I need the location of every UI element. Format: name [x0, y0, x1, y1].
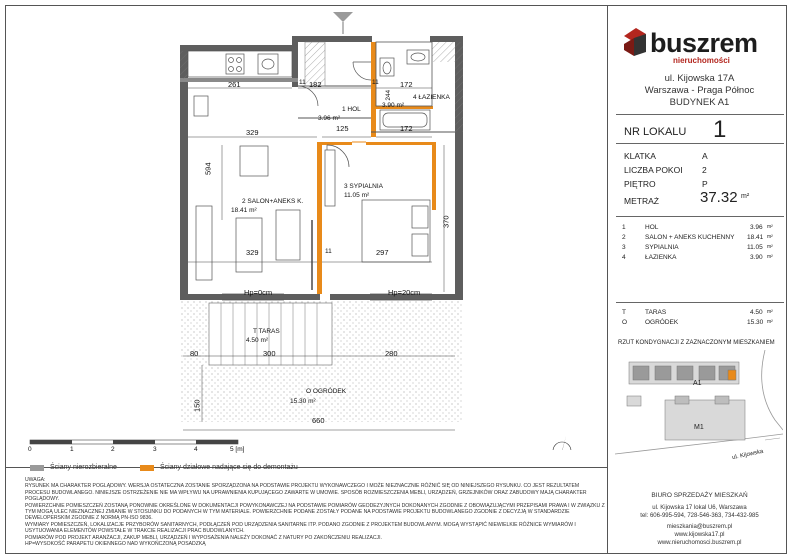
legend-removable-label: Ściany działowe nadające się do demontażu: [160, 464, 298, 471]
dim-11c: 11: [325, 248, 332, 255]
pietro-value: P: [702, 179, 708, 189]
contact-web2[interactable]: www.nieruchomosci.buszrem.pl: [657, 540, 742, 546]
dim-172b: 172: [400, 124, 413, 133]
room-area: 3.96: [750, 224, 763, 231]
nr-lokalu-label: NR LOKALU: [624, 126, 687, 138]
frame-bottom: [5, 553, 787, 554]
dim-370: 370: [441, 215, 451, 229]
brand-sub: nieruchomości: [673, 56, 730, 65]
hp-sypialnia: Hp=20cm: [388, 288, 421, 297]
room-area: 3.90: [750, 254, 763, 261]
notes-title: UWAGA:: [25, 477, 46, 483]
plan-label-ogrodek: O OGRÓDEK: [306, 388, 347, 395]
divider: [616, 216, 784, 217]
plan-area-lazienka: 3.90 m²: [382, 102, 405, 109]
klatka-label: KLATKA: [624, 151, 656, 161]
dim-182: 182: [309, 80, 322, 89]
brand-name: buszrem: [650, 28, 758, 58]
dim-261: 261: [228, 80, 241, 89]
site-block-label: M1: [694, 424, 704, 431]
scale-bar: [30, 440, 238, 444]
address-line3: BUDYNEK A1: [669, 97, 730, 108]
room-num: 1: [622, 224, 626, 231]
room-unit: m²: [767, 244, 773, 250]
site-plan-map: [615, 350, 783, 466]
room-name: SYPIALNIA: [645, 244, 679, 251]
plan-label-salon: 2 SALON+ANEKS K.: [242, 198, 304, 205]
dim-244: 244: [385, 89, 393, 101]
plan-label-taras: T TARAS: [253, 328, 280, 335]
klatka-value: A: [702, 151, 708, 161]
hp-salon: Hp=0cm: [244, 288, 273, 297]
entrance-marker: [333, 12, 353, 22]
room-unit: m²: [767, 234, 773, 240]
outdoor-unit: m²: [767, 319, 773, 325]
note-item: RYSUNEK MA CHARAKTER POGLĄDOWY. WERSJA OSTATECZNA ZOSTANIE SPORZĄDZONA NA PODSTAWIE PROJEKTU WYKONAWCZEGO I MOŻE NIEZNACZNIE RÓŻNIĆ SIĘ OD NINIEJSZEGO RYSUNKU. CO JEST REZULTATEM PROCESU BUDOWLANEGO. NINIEJSZE OSTRZEŻENIE NIE MA WPŁYWU NA UPRAWNIENIA KUPUJĄCEGO ZAWARTE W UMOWIE. SPOSÓB ROZMIESZCZENIA MEBLI, URZĄDZEŃ, GRZEJNIKÓW ORAZ ZABUDOWY MAJĄ CHARAKTER POGLĄDOWY.: [25, 483, 587, 503]
room-unit: m²: [767, 254, 773, 260]
dim-660: 660: [312, 416, 325, 425]
plan-area-ogrodek: 15.30 m²: [290, 398, 316, 405]
nr-lokalu-value: 1: [713, 116, 727, 143]
pokoje-value: 2: [702, 165, 707, 175]
bed: [362, 200, 430, 262]
note-item: HP=WYSOKOŚĆ PARAPETU OKIENNEGO NAD WYKOŃCZONĄ POSADZKĄ: [25, 541, 206, 548]
room-num: 4: [622, 254, 626, 261]
contact-line1: ul. Kijowska 17 lokal U6, Warszawa: [652, 505, 747, 511]
dim-172a: 172: [400, 80, 413, 89]
plan-area-sypialnia: 11.05 m²: [344, 192, 370, 199]
note-item: WYMIARY POMIESZCZEŃ, LOKALIZACJE PRZYBORÓW SANITARNYCH, PODŁĄCZEŃ POD URZĄDZENIA SANITARNE ITP. PODANO ZGODNIE Z PROJEKTEM BUDOWLANYM. MOGĄ WYSTĄPIĆ NIEWIELKIE RÓŻNICE WYMIARÓW I USYTUOWANIA ELEMENTÓW POWSTAŁE W TRAKCIE REALIZACJI PRAC BUDOWLANYCH.: [25, 521, 576, 535]
legend-removable-swatch: [140, 465, 154, 471]
room-num: 2: [622, 234, 626, 241]
site-building-label: A1: [693, 380, 702, 387]
legend-bearing-swatch: [30, 465, 44, 471]
metraz-value: 37.32: [700, 189, 738, 206]
outdoor-area: 4.50: [750, 309, 763, 316]
plan-label-hol: 1 HOL: [342, 106, 361, 113]
scale-tick-1: 1: [70, 446, 74, 453]
dim-11a: 11: [299, 79, 306, 86]
outdoor-area: 15.30: [747, 319, 764, 326]
room-unit: m²: [767, 224, 773, 230]
room-area: 18.41: [747, 234, 764, 241]
room-name: SALON + ANEKS KUCHENNY: [645, 234, 735, 241]
dim-300: 300: [263, 349, 276, 358]
plan-label-sypialnia: 3 SYPIALNIA: [344, 183, 384, 190]
divider: [616, 114, 784, 115]
outdoor-unit: m²: [767, 309, 773, 315]
scale-tick-2: 2: [111, 446, 115, 453]
outdoor-code: O: [622, 319, 628, 326]
dim-150: 150: [192, 399, 202, 413]
site-plan-title: RZUT KONDYGNACJI Z ZAZNACZONYM MIESZKANIEM: [618, 340, 775, 346]
kitchen-counter: [188, 51, 292, 77]
plan-area-taras: 4.50 m²: [246, 337, 269, 344]
contact-line2: tel: 606-995-594, 728-546-363, 734-432-985: [640, 513, 759, 519]
outdoor-code: T: [622, 309, 626, 316]
dim-280: 280: [385, 349, 398, 358]
address-line2: Warszawa - Praga Północ: [644, 85, 755, 96]
site-street-label: ul. Kijowska: [731, 448, 764, 462]
plan-area-salon: 18.41 m²: [231, 207, 257, 214]
room-name: ŁAZIENKA: [645, 254, 677, 261]
scale-tick-5: 5 [m]: [230, 446, 245, 453]
dim-329a: 329: [246, 128, 259, 137]
contact-web1[interactable]: www.kijowska17.pl: [674, 532, 725, 538]
contact-email[interactable]: mieszkania@buszrem.pl: [666, 524, 733, 530]
address-line1: ul. Kijowska 17A: [664, 73, 735, 84]
room-area: 11.05: [747, 244, 763, 251]
scale-tick-4: 4: [194, 446, 198, 453]
dim-594: 594: [203, 162, 213, 176]
outdoor-name: OGRÓDEK: [645, 319, 679, 326]
divider: [616, 143, 784, 144]
outdoor-name: TARAS: [645, 309, 667, 316]
dim-125: 125: [336, 124, 349, 133]
dim-329b: 329: [246, 248, 259, 257]
room-num: 3: [622, 244, 626, 251]
room-name: HOL: [645, 224, 659, 231]
north-arrow: [553, 436, 571, 450]
dim-11b: 11: [372, 79, 379, 86]
contact-title: BIURO SPRZEDAŻY MIESZKAŃ: [651, 492, 748, 499]
pietro-label: PIĘTRO: [624, 179, 656, 189]
pokoje-label: LICZBA POKOI: [624, 165, 683, 175]
legend-bearing-label: Ściany nierozbieralne: [50, 464, 117, 471]
note-item: POMIARÓW POD PROJEKT ARANŻACJI, ZAKUP MEBLI, URZĄDZEŃ I WYPOSAŻENIA NALEŻY DOKONAĆ Z NATURY PO ZAKOŃCZENIU REALIZACJI.: [25, 534, 382, 541]
plan-area-hol: 3.96 m²: [318, 115, 341, 122]
note-item: POWIERZCHNIE POMIESZCZEŃ ZOSTANĄ PONOWNIE OKREŚLONE W DOKUMENTACJI POWYKONAWCZEJ NA PODSTAWIE POMIARÓW GEODEZYJNYCH DOKONANYCH ZGODNIE Z OBOWIĄZUJĄCYMI PRZEPISAMI PRAWA I W ZWIĄZKU Z TYM MOGĄ ULEC NIEZNACZNEJ ZMIANIE W STOSUNKU DO PODANYCH W TYM MATERIALE. POWIERZCHNIE PODANE ZOSTAŁY PODANE NA PODSTAWIE PROJEKTU BUDOWLANEGO ZGODNIE Z DECYZJĄ W STANDARDZIE DEWELOPERSKIM ZGODNIE Z NORMĄ PN-ISO 9836.: [25, 502, 605, 522]
dim-80: 80: [190, 349, 199, 358]
plan-label-lazienka: 4 ŁAZIENKA: [413, 94, 450, 101]
brand-logo-icon: [622, 26, 648, 60]
scale-tick-3: 3: [153, 446, 157, 453]
dim-297: 297: [376, 248, 389, 257]
divider: [616, 302, 784, 303]
metraz-unit: m²: [741, 193, 750, 200]
metraz-label: METRAŻ: [624, 196, 659, 206]
notes-block: [25, 477, 605, 547]
scale-tick-0: 0: [28, 446, 32, 453]
